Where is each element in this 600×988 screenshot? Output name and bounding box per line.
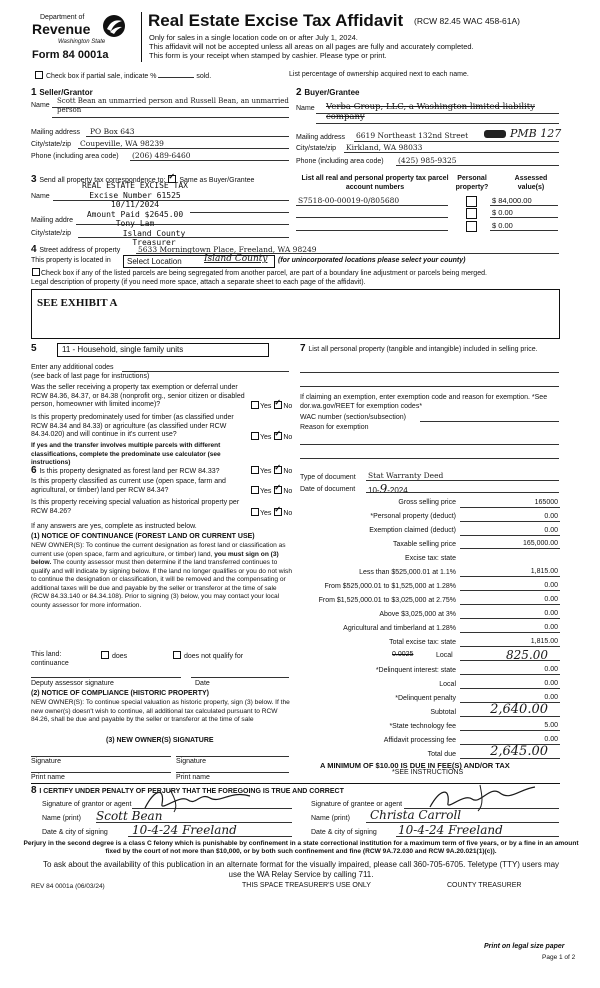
exemption-label: If claiming an exemption, enter exemption code and reason for exemption. *See dor.wa.gov/REET for exemption codes* <box>300 394 548 410</box>
buyer-name-value[interactable]: Verba Group, LLC, a Washington limited liability company <box>326 102 535 122</box>
owner-print-label-1: Print name <box>31 774 65 781</box>
historic-answer: Yes ✓ No <box>250 508 292 517</box>
header-note-2: This affidavit will not be accepted unless all areas on all pages are fully and accurately completed. <box>149 42 474 51</box>
personal-property-checkbox[interactable] <box>466 196 477 207</box>
seller-name-line-2 <box>52 117 289 118</box>
delinquent-interest-state-label: *Delinquent interest: state <box>375 667 456 674</box>
grantor-name-label: Name (print) <box>42 815 81 822</box>
buyer-mail-handwritten: PMB 127 <box>510 127 562 140</box>
seller-heading: 1 Seller/Grantor <box>31 87 93 98</box>
form-number: Form 84 0001a <box>32 49 109 61</box>
section3-heading: 3 Send all property tax correspondence to: ✓ Same as Buyer/Grantee <box>31 174 254 185</box>
does-checkbox[interactable] <box>101 651 109 659</box>
grantor-name-hand[interactable]: Scott Bean <box>96 809 163 823</box>
partial-sale-label: Check box if partial sale, indicate % <box>45 73 157 80</box>
agri-value: 0.00 <box>544 624 558 631</box>
total-due-value: 2,645.00 <box>490 744 548 759</box>
doc-type-line <box>366 480 559 481</box>
doc-date-label: Date of document <box>300 486 356 493</box>
buyer-heading: 2 Buyer/Grantee <box>296 87 360 98</box>
notice3-title: (3) NEW OWNER(S) SIGNATURE <box>106 737 214 744</box>
tax-line <box>460 604 560 605</box>
partial-sale-checkbox[interactable] <box>35 71 43 79</box>
grantor-date-label: Date & city of signing <box>42 829 108 836</box>
parcel-line <box>296 217 448 218</box>
header-divider <box>141 12 142 62</box>
dept-line1: Department of <box>40 14 85 21</box>
dept-line2: Revenue <box>32 21 91 37</box>
location-select[interactable] <box>123 255 275 268</box>
tax-line <box>460 758 560 759</box>
seller-mail-label: Mailing address <box>31 129 81 136</box>
current-use-question: Is this property classified as current use (open space, farm and agricultural, or timber) land per RCW 84.34? <box>31 478 226 494</box>
yes-checkbox[interactable] <box>251 486 259 494</box>
reason-line[interactable] <box>300 444 559 445</box>
deputy-date-label: Date <box>195 680 210 687</box>
dor-logo <box>30 12 130 62</box>
buyer-phone-line <box>396 165 559 166</box>
stamp-line-1: REAL ESTATE EXCISE TAX <box>82 181 188 190</box>
deputy-date-line[interactable] <box>191 677 289 678</box>
seller-city-value[interactable]: Coupeville, WA 98239 <box>80 139 164 148</box>
q-exemption-answer: Yes ✓ No <box>250 401 292 410</box>
section3-mail-label: Mailing addre <box>31 217 74 224</box>
tax-line <box>460 521 560 522</box>
local-value: 825.00 <box>506 648 548 662</box>
partial-sale-percent[interactable] <box>158 77 194 78</box>
seller-phone-line <box>130 160 289 161</box>
parcel-line <box>296 205 448 206</box>
treasurer-stamp <box>80 181 190 248</box>
tax-line <box>460 646 560 647</box>
personal-property-label: 7 List all personal property (tangible and intangible) included in selling price. <box>300 343 538 354</box>
total-due-label: Total due <box>427 751 456 758</box>
buyer-name-line-2 <box>316 123 559 124</box>
excise-state-label: Excise tax: state <box>405 555 456 562</box>
personal-header: Personal property? <box>455 175 489 191</box>
header-note-3: This form is your receipt when stamped by cashier. Please type or print. <box>149 51 387 60</box>
yes-checkbox[interactable] <box>251 508 259 516</box>
tax-table <box>296 499 560 819</box>
owner-print-line-2[interactable] <box>176 772 289 773</box>
minimum-note: A MINIMUM OF $10.00 IS DUE IN FEE(S) AND/OR TAX <box>320 761 510 770</box>
forest-question: 6 Is this property designated as forest land per RCW 84.33? <box>31 465 220 476</box>
tax-line <box>460 660 560 661</box>
grantor-signature-icon <box>140 786 260 814</box>
seller-city-line <box>78 148 289 149</box>
gross-selling-price-value[interactable]: 165000 <box>534 499 558 506</box>
buyer-name-label: Name <box>296 105 315 112</box>
if-yes-note: If any answers are yes, complete as instructed below. <box>31 523 197 530</box>
land-use-select[interactable] <box>57 343 269 357</box>
total-state-value: 1,815.00 <box>530 638 558 645</box>
dor-swirl-icon <box>102 14 126 38</box>
delinquent-penalty-label: *Delinquent penalty <box>395 695 456 702</box>
q-timber: Is this property predominately used for timber (as classified under RCW 84.34 and 84.33) or agriculture (as classified under RCW 84.34.020) and will continue in it's current use? <box>31 414 234 438</box>
bracket-2-label: From $525,000.01 to $1,525,000 at 1.28% <box>324 583 456 590</box>
owner-print-line-1[interactable] <box>31 772 171 773</box>
parcel-number[interactable]: S7518-00-00019-0/805680 <box>298 196 400 205</box>
buyer-mail-label: Mailing address <box>296 134 346 141</box>
grantor-date-line <box>128 836 292 837</box>
statute-ref: (RCW 82.45 WAC 458-61A) <box>414 16 520 26</box>
seller-name-label: Name <box>31 102 50 109</box>
seller-mail-value[interactable]: PO Box 643 <box>90 127 135 136</box>
personal-property-line[interactable] <box>300 372 559 373</box>
location-select-value: Select Location <box>127 257 182 266</box>
assessed-header: Assessed value(s) <box>514 175 548 191</box>
partial-sale-suffix: sold. <box>196 73 212 80</box>
location-handwritten: Island County <box>204 254 268 264</box>
street-address-row: 4 Street address of property <box>31 244 121 255</box>
see-instructions: *SEE INSTRUCTIONS <box>392 769 464 776</box>
grantee-sig-label: Signature of grantee or agent <box>311 801 403 808</box>
doc-type-label: Type of document <box>300 474 356 481</box>
located-label: This property is located in <box>31 257 111 264</box>
located-note: (for unincorporated locations please select your county) <box>278 257 466 264</box>
owner-signature-line-1[interactable] <box>31 756 171 757</box>
reason-line-2[interactable] <box>300 458 559 459</box>
bracket-2-value: 0.00 <box>544 582 558 589</box>
ownership-note: List percentage of ownership acquired next to each name. <box>289 71 469 78</box>
buyer-phone-value[interactable]: (425) 985-9325 <box>398 156 457 165</box>
processing-fee-label: Affidavit processing fee <box>383 737 456 744</box>
doc-date-line <box>366 492 559 493</box>
historic-question: Is this property receiving special valuation as historical property per RCW 84.26? <box>31 499 240 515</box>
parcel-header: List all real and personal property tax parcel account numbers <box>301 175 449 191</box>
tax-line <box>460 688 560 689</box>
notice2-title: (2) NOTICE OF COMPLIANCE (HISTORIC PROPERTY) <box>31 690 209 697</box>
section3-name-line-2 <box>190 212 289 213</box>
tax-line <box>460 618 560 619</box>
treasurer-space-label: THIS SPACE TREASURER'S USE ONLY <box>242 882 371 889</box>
segregated-checkbox[interactable] <box>32 268 40 276</box>
tax-line <box>460 716 560 717</box>
does-not-checkbox[interactable] <box>173 651 181 659</box>
notice2-body: NEW OWNER(S): To continue special valuation as historic property, sign (3) below. If the new owner(s) doesn't wish to continue, all additional tax calculated pursuant to RCW 84.26, shall be due and payable by the seller or transferor at the time of sale <box>31 699 290 723</box>
stamp-line-3: 10/11/2024 <box>110 200 160 209</box>
dept-line3: Washington State <box>58 39 106 45</box>
local-label: Local <box>436 652 453 659</box>
stamp-line-2: Excise Number 61525 <box>89 190 181 200</box>
buyer-name-line <box>316 113 559 114</box>
current-use-answer: Yes ✓ No <box>250 486 292 495</box>
tax-line <box>460 576 560 577</box>
local-rate: 0.0025 <box>392 651 414 658</box>
owner-signature-label-1: Signature <box>31 758 61 765</box>
tax-line <box>460 590 560 591</box>
legal-description-box[interactable] <box>31 289 560 339</box>
grantor-sig-label: Signature of grantor or agent <box>42 801 132 808</box>
yes-checkbox[interactable] <box>251 466 259 474</box>
bracket-1-label: Less than $525,000.01 at 1.1% <box>359 569 456 576</box>
parcel-row-2 <box>296 207 560 219</box>
no-checkbox[interactable] <box>274 508 282 516</box>
bracket-3-value: 0.00 <box>544 596 558 603</box>
delinquent-penalty-value: 0.00 <box>544 694 558 701</box>
yes-checkbox[interactable] <box>251 401 259 409</box>
partial-sale-row <box>34 71 211 80</box>
this-land-label: This land: <box>31 651 62 658</box>
seller-city-label: City/state/zip <box>31 141 72 148</box>
assessed-line <box>490 230 558 231</box>
assessed-line <box>490 205 558 206</box>
personal-property-line-2[interactable] <box>300 386 559 387</box>
delinquent-interest-local-value: 0.00 <box>544 680 558 687</box>
exemption-deduct-value[interactable]: 0.00 <box>544 527 558 534</box>
seller-mail-line <box>86 136 289 137</box>
bracket-3-label: From $1,525,000.01 to $3,025,000 at 2.75% <box>318 597 456 604</box>
assessed-value[interactable]: $ 84,000.00 <box>492 196 532 205</box>
buyer-phone-label: Phone (including area code) <box>296 158 384 165</box>
wac-label: WAC number (section/subsection) <box>300 414 406 421</box>
tax-line <box>460 632 560 633</box>
grantor-date-hand[interactable]: 10-4-24 Freeland <box>132 823 237 837</box>
forest-answer: Yes ✓ No <box>250 466 292 475</box>
personal-property-deduct-label: *Personal property (deduct) <box>370 513 456 520</box>
seller-phone-value[interactable]: (206) 489-6460 <box>132 151 191 160</box>
reason-label: Reason for exemption <box>300 424 369 431</box>
bracket-4-value: 0.00 <box>544 610 558 617</box>
seller-name-value[interactable]: Scott Bean an unmarried person and Russell Bean, an unmarried person <box>57 97 289 114</box>
parcel-row-3 <box>296 220 560 232</box>
stamp-line-4: Amount Paid $2645.00 <box>86 209 184 219</box>
no-checkbox[interactable] <box>274 401 282 409</box>
certify-heading: 8 I CERTIFY UNDER PENALTY OF PERJURY THAT THE FOREGOING IS TRUE AND CORRECT <box>31 785 344 796</box>
tax-line <box>460 507 560 508</box>
processing-fee-value: 0.00 <box>544 736 558 743</box>
buyer-city-label: City/state/zip <box>296 145 337 152</box>
doc-date-value[interactable]: 10-9-2024 <box>368 482 408 496</box>
legal-label: Legal description of property (if you need more space, attach a separate sheet to each page of the affidavit). <box>31 279 366 286</box>
street-value[interactable]: 5633 Morningtown Place, Freeland, WA 98249 <box>138 245 317 254</box>
buyer-mail-value[interactable]: 6619 Northeast 132nd Street <box>356 131 469 140</box>
land-use-value: 11 - Household, single family units <box>62 345 184 354</box>
taxable-selling-price-value: 165,000.00 <box>522 540 558 547</box>
no-checkbox[interactable] <box>274 486 282 494</box>
tax-line <box>460 730 560 731</box>
taxable-selling-price-label: Taxable selling price <box>392 541 456 548</box>
tax-line <box>460 535 560 536</box>
grantee-date-label: Date & city of signing <box>311 829 377 836</box>
grantee-date-hand[interactable]: 10-4-24 Freeland <box>398 823 503 837</box>
seller-phone-label: Phone (including area code) <box>31 153 119 160</box>
revision-label: REV 84 0001a (06/03/24) <box>31 883 105 890</box>
additional-codes-note: (see back of last page for instructions) <box>31 373 150 380</box>
buyer-mail-scribble <box>484 130 506 138</box>
assessed-value[interactable]: $ 0.00 <box>492 208 513 217</box>
owner-print-label-2: Print name <box>176 774 210 781</box>
additional-codes-line[interactable] <box>122 371 289 372</box>
parcel-row-1 <box>296 195 560 207</box>
header-note-1: Only for sales in a single location code on or after July 1, 2024. <box>149 33 358 42</box>
perjury-notice: Perjury in the second degree is a class C felony which is punishable by confinement in a state correctional institution for a maximum term of five years, or by a fine in an amount fixed by the court of not more than $10,000, or by both such confinement and fine (RCW 9A.72.030 and RCW 9A.20.021(1)(c)). <box>23 840 579 855</box>
does-not-option: does not qualify for <box>172 651 243 660</box>
street-line <box>136 253 559 254</box>
owner-signature-line-2[interactable] <box>176 756 289 757</box>
notice1-title: (1) NOTICE OF CONTINUANCE (FOREST LAND OR CURRENT USE) <box>31 533 255 540</box>
grantee-name-label: Name (print) <box>311 815 350 822</box>
total-state-label: Total excise tax: state <box>389 639 456 646</box>
delinquent-interest-state-value: 0.00 <box>544 666 558 673</box>
q-timber-answer: Yes ✓ No <box>250 432 292 441</box>
seller-name-line <box>52 107 289 108</box>
additional-codes-label: Enter any additional codes <box>31 364 114 371</box>
bracket-1-value: 1,815.00 <box>530 568 558 575</box>
grantee-signature-icon <box>420 783 540 813</box>
bracket-4-label: Above $3,025,000 at 3% <box>379 611 456 618</box>
tax-line <box>460 674 560 675</box>
buyer-city-line <box>344 152 559 153</box>
stamp-line-5: Tony Lam <box>115 219 155 228</box>
section3-city-label: City/state/zip <box>31 230 72 237</box>
q-exemption: Was the seller receiving a property tax exemption or deferral under RCW 84.36, 84.37, or 84.38 (nonprofit org., senior citizen or disabled person, homeowner with limited income)? <box>31 384 245 408</box>
personal-property-checkbox[interactable] <box>466 208 477 219</box>
assessed-value[interactable]: $ 0.00 <box>492 221 513 230</box>
no-checkbox[interactable] <box>274 432 282 440</box>
grantee-name-hand[interactable]: Christa Carroll <box>370 808 462 822</box>
accessibility-notice: To ask about the availability of this publication in an alternate format for the visually impaired, please call 360-705-6705. Teletype (TTY) users may use the WA Relay Service by calling 711. <box>42 860 560 879</box>
continuance-label: continuance <box>31 660 69 667</box>
wac-line[interactable] <box>420 421 559 422</box>
q-timber-note: If yes and the transfer involves multiple parcels with different classifications, complete the predominate use calculator (see instructions) <box>31 442 221 466</box>
doc-type-value[interactable]: Stat Warranty Deed <box>368 471 444 480</box>
gross-selling-price-label: Gross selling price <box>398 499 456 506</box>
deputy-signature-line[interactable] <box>31 677 181 678</box>
subtotal-value: 2,640.00 <box>490 702 548 717</box>
exemption-deduct-label: Exemption claimed (deduct) <box>369 527 456 534</box>
page-number: Page 1 of 2 <box>542 954 576 961</box>
street-label: Street address of property <box>39 247 121 254</box>
does-option: does <box>100 651 127 660</box>
subtotal-label: Subtotal <box>430 709 456 716</box>
personal-property-deduct-value[interactable]: 0.00 <box>544 513 558 520</box>
tech-fee-value: 5.00 <box>544 722 558 729</box>
section3-name-label: Name <box>31 193 50 200</box>
notice1-body: NEW OWNER(S): To continue the current designation as forest land or classification as current use (open space, farm and agriculture, or timber) land, you must sign on (3) below. The county assessor must then determine if the land transferred continues to qualify and will indicate by signing below. If the land no longer qualifies or you do not wish to continue the designation or classification, it will be removed and the compensating or additional taxes will be due and payable by the seller or transferor at the time of sale (RCW 84.33.140 or 84.34.108). Prior to signing (3) below, you may contact your local county assessor for more information. <box>31 542 292 609</box>
county-treasurer-label: COUNTY TREASURER <box>447 882 522 889</box>
section5-number: 5 <box>31 343 37 354</box>
personal-property-checkbox[interactable] <box>466 221 477 232</box>
parcel-line <box>296 230 448 231</box>
tax-line <box>460 548 560 549</box>
assessed-line <box>490 217 558 218</box>
deputy-label: Deputy assessor signature <box>31 680 114 687</box>
segregated-row: Check box if any of the listed parcels are being segregated from another parcel, are part of a boundary line adjustment or parcels being merged. <box>31 268 487 277</box>
agri-label: Agricultural and timberland at 1.28% <box>343 625 456 632</box>
page-title: Real Estate Excise Tax Affidavit <box>148 11 404 30</box>
stamp-line-6: Island County Treasurer <box>122 228 186 247</box>
delinquent-interest-local-label: Local <box>439 681 456 688</box>
grantee-date-line <box>396 836 559 837</box>
legal-description-value: SEE EXHIBIT A <box>37 297 118 309</box>
no-checkbox[interactable] <box>274 466 282 474</box>
yes-checkbox[interactable] <box>251 432 259 440</box>
buyer-mail-line <box>354 141 559 142</box>
legal-paper-note: Print on legal size paper <box>484 943 565 950</box>
buyer-city-value[interactable]: Kirkland, WA 98033 <box>346 143 423 152</box>
owner-signature-label-2: Signature <box>176 758 206 765</box>
tech-fee-label: *State technology fee <box>389 723 456 730</box>
